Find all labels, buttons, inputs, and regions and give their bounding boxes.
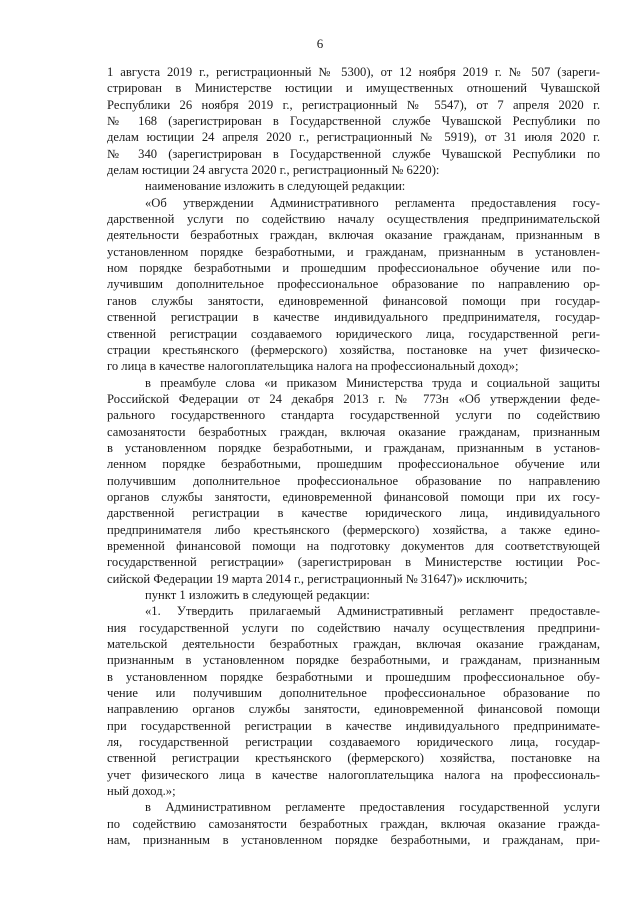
text-line: самозанятости безработных граждан, включая оказание гражданам, признанным (107, 424, 600, 439)
text-line: дарственной услуги по содействию началу осуществления предпринимательской (107, 212, 600, 227)
text-line: ля, государственной регистрации создаваемого юридического лица, государ- (107, 735, 600, 750)
text-line: установленном порядке безработными, и гражданам, признанным в установлен- (107, 244, 600, 259)
text-line: ственной регистрации создаваемого юридического лица, государственной реги- (107, 326, 600, 341)
text-line: Российской Федерации от 24 декабря 2013 г. № 773н «Об утверждении феде- (107, 391, 600, 406)
text-line: рального государственного стандарта государственной услуги по содействию (107, 408, 600, 423)
text-line: «Об утверждении Административного регламента предоставления госу- (145, 195, 600, 210)
text-line: органов службы занятости, единовременной финансовой помощи при их госу- (107, 489, 600, 504)
text-line: дарственной регистрации в качестве юридического лица, индивидуального (107, 506, 600, 521)
text-line: получившим дополнительное профессиональное образование по направлению (107, 473, 600, 488)
text-line: предпринимателя либо крестьянского (фермерского) хозяйства, а также едино- (107, 522, 600, 537)
text-line: чение или получившим дополнительное профессиональное образование по (107, 686, 600, 701)
text-line: в установленном порядке безработными и прошедшим профессиональное обу- (107, 669, 600, 684)
text-line: го лица в качестве налогоплательщика налога на профессиональный доход»; (107, 359, 519, 374)
text-line: делам юстиции 24 августа 2020 г., регистрационный № 6220): (107, 163, 440, 178)
text-line: ния государственной услуги по содействию началу осуществления предприни- (107, 620, 600, 635)
text-line: ленном порядке безработными, прошедшим профессиональное обучение или (107, 457, 600, 472)
text-line: наименование изложить в следующей редакции: (145, 179, 406, 194)
text-line: при государственной регистрации в качестве индивидуального предпринимате- (107, 718, 600, 733)
text-line: ном порядке безработными и прошедшим профессиональное обучение или по- (107, 261, 600, 276)
text-line: пункт 1 изложить в следующей редакции: (145, 588, 370, 602)
text-line: ганов службы занятости, единовременной финансовой помощи при государ- (107, 293, 600, 308)
text-line: в Административном регламенте предоставления государственной услуги (145, 800, 600, 815)
text-line: лучившим дополнительное профессиональное образование по направлению ор- (107, 277, 600, 292)
text-line: деятельности безработных граждан, включая оказание гражданам, признанным в (107, 228, 600, 243)
text-line: сийской Федерации 19 марта 2014 г., регистрационный № 31647)» исключить; (107, 571, 528, 586)
text-line: направлению органов службы занятости, единовременной финансовой помощи (107, 702, 600, 717)
text-line: ственной регистрации крестьянского (фермерского) хозяйства, постановке на (107, 751, 600, 766)
text-line: признанным в установленном порядке безработными, и гражданам, признанным (107, 653, 600, 668)
text-line: № 168 (зарегистрирован в Государственной службе Чувашской Республики по (107, 114, 600, 129)
text-line: № 340 (зарегистрирован в Государственной службе Чувашской Республики по (107, 146, 600, 161)
text-line: мательской деятельности безработных граждан, включая оказание гражданам, (107, 637, 600, 652)
text-line: стрирован в Министерстве юстиции и имущественных отношений Чувашской (107, 81, 600, 96)
text-line: ный доход.»; (107, 784, 176, 799)
body-text (107, 64, 600, 849)
text-line: в установленном порядке безработными, и гражданам, признанным в установ- (107, 440, 600, 455)
text-line: «1. Утвердить прилагаемый Административный регламент предоставле- (145, 604, 600, 619)
text-line: учет физического лица в качестве налогоплательщика налога на профессиональ- (107, 767, 600, 782)
text-line: страции крестьянского (фермерского) хозяйства, постановке на учет физическо- (107, 342, 600, 357)
text-line: делам юстиции 24 апреля 2020 г., регистрационный № 5919), от 31 июля 2020 г. (107, 130, 600, 145)
text-line: государственной регистрации» (зарегистрирован в Министерстве юстиции Рос- (107, 555, 600, 570)
text-line: в преамбуле слова «и приказом Министерства труда и социальной защиты (145, 375, 600, 390)
text-line: по содействию самозанятости безработных граждан, включая оказание гражда- (107, 816, 600, 831)
text-line: Республики 26 ноября 2019 г., регистрационный № 5547), от 7 апреля 2020 г. (107, 97, 600, 112)
text-line: ственной регистрации в качестве индивидуального предпринимателя, государ- (107, 310, 600, 325)
text-line: временной финансовой помощи на подготовку документов для соответствующей (107, 538, 600, 553)
page-number: 6 (316, 36, 324, 51)
text-line: 1 августа 2019 г., регистрационный № 5300), от 12 ноября 2019 г. № 507 (зареги- (107, 65, 600, 79)
text-line: нам, признанным в установленном порядке безработными, и гражданам, при- (107, 833, 600, 848)
